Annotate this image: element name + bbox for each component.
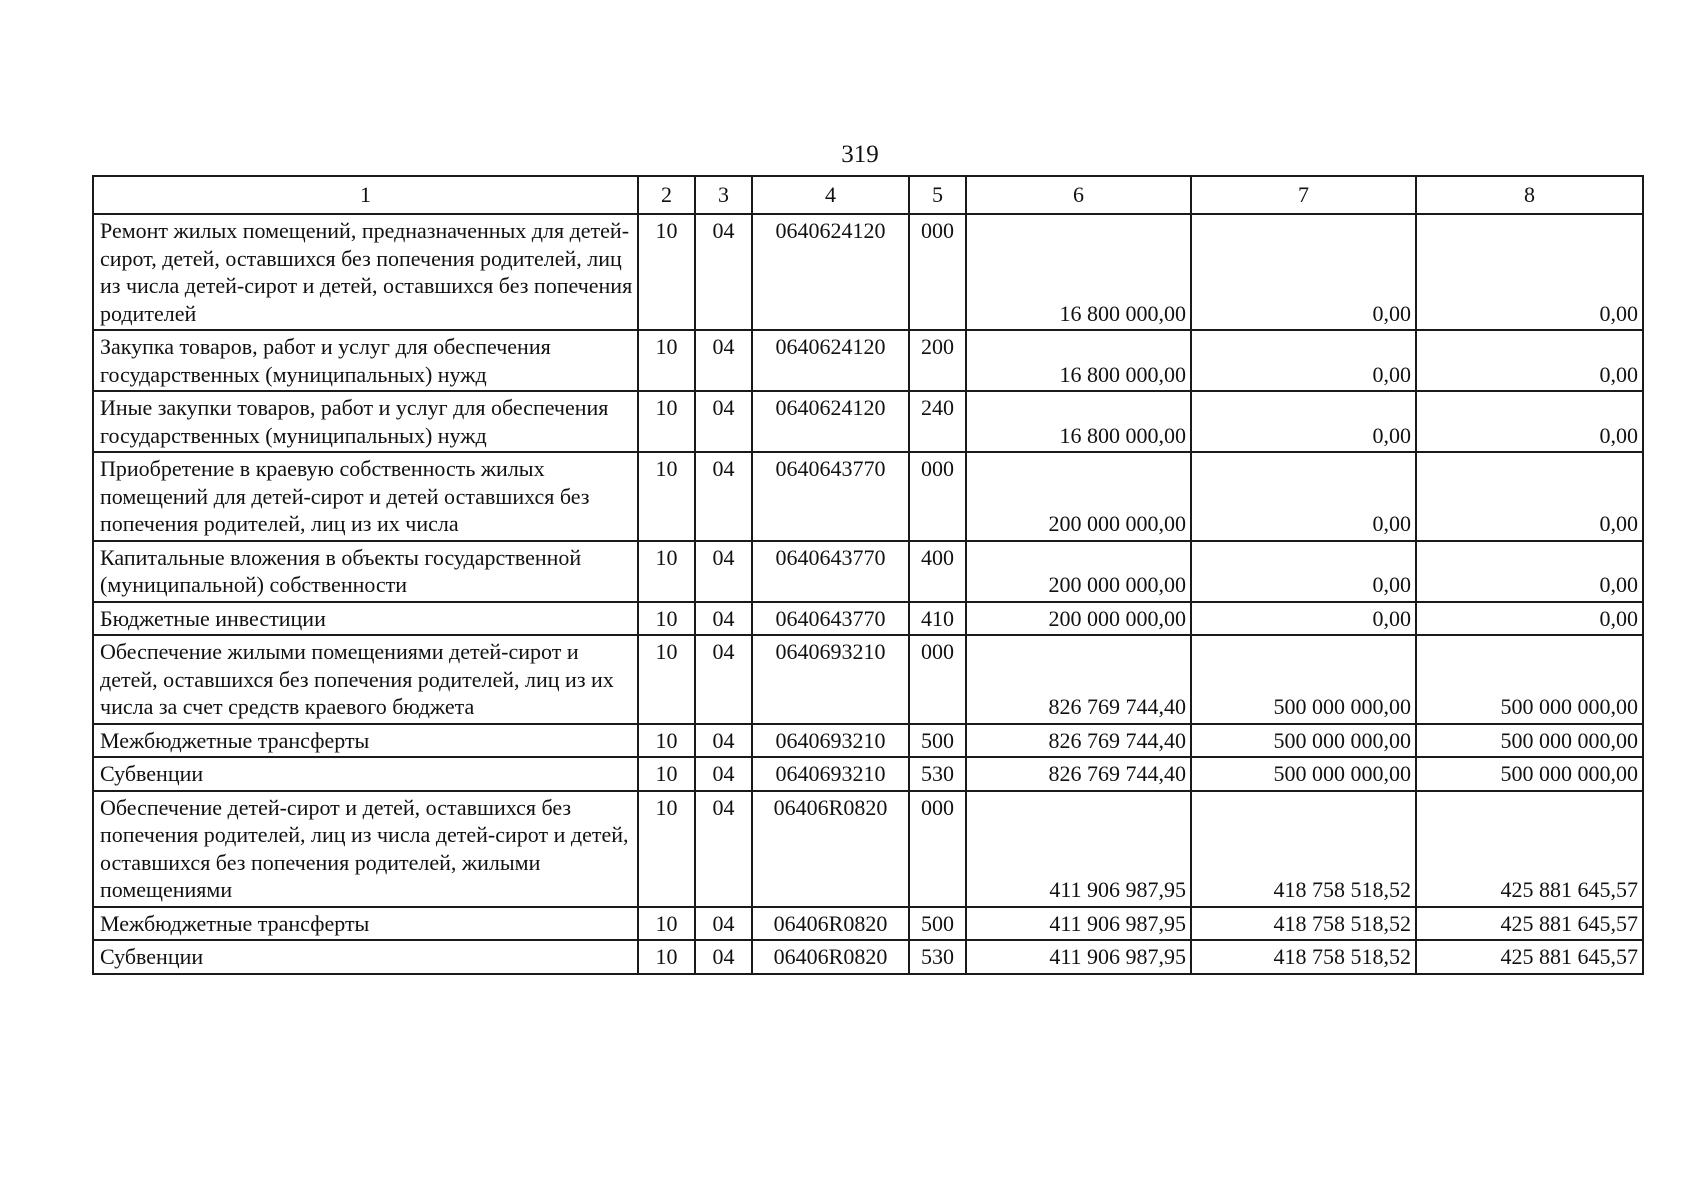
amount-col-8: 500 000 000,00	[1416, 724, 1643, 758]
table-row	[93, 940, 1643, 974]
target-article-code: 0640624120	[752, 214, 909, 330]
table-row	[93, 391, 1643, 452]
subsection-code: 04	[695, 940, 752, 974]
amount-col-7: 0,00	[1191, 541, 1416, 602]
column-header: 5	[909, 176, 966, 214]
subsection-code: 04	[695, 330, 752, 391]
header-row	[93, 176, 1643, 214]
amount-col-7: 418 758 518,52	[1191, 907, 1416, 941]
amount-col-6: 826 769 744,40	[966, 635, 1191, 724]
expense-type-code: 000	[909, 635, 966, 724]
amount-col-6: 16 800 000,00	[966, 214, 1191, 330]
expense-type-code: 240	[909, 391, 966, 452]
item-name: Бюджетные инвестиции	[93, 602, 638, 636]
subsection-code: 04	[695, 541, 752, 602]
item-name: Закупка товаров, работ и услуг для обеспечения государственных (муниципальных) нужд	[93, 330, 638, 391]
item-name: Субвенции	[93, 757, 638, 791]
target-article-code: 0640624120	[752, 391, 909, 452]
amount-col-8: 0,00	[1416, 452, 1643, 541]
subsection-code: 04	[695, 452, 752, 541]
page-number: 319	[841, 141, 879, 168]
target-article-code: 0640643770	[752, 452, 909, 541]
item-name: Межбюджетные трансферты	[93, 724, 638, 758]
amount-col-7: 0,00	[1191, 391, 1416, 452]
item-name: Субвенции	[93, 940, 638, 974]
subsection-code: 04	[695, 757, 752, 791]
section-code: 10	[638, 791, 695, 907]
section-code: 10	[638, 635, 695, 724]
section-code: 10	[638, 757, 695, 791]
expense-type-code: 000	[909, 452, 966, 541]
column-header: 3	[695, 176, 752, 214]
target-article-code: 0640624120	[752, 330, 909, 391]
column-header: 6	[966, 176, 1191, 214]
amount-col-8: 0,00	[1416, 330, 1643, 391]
target-article-code: 06406R0820	[752, 791, 909, 907]
amount-col-7: 500 000 000,00	[1191, 635, 1416, 724]
section-code: 10	[638, 541, 695, 602]
item-name: Обеспечение жилыми помещениями детей-сирот и детей, оставшихся без попечения родителей, лиц из их числа за счет средств краевого бюджета	[93, 635, 638, 724]
expense-type-code: 530	[909, 940, 966, 974]
amount-col-6: 200 000 000,00	[966, 602, 1191, 636]
expense-type-code: 000	[909, 214, 966, 330]
expense-type-code: 530	[909, 757, 966, 791]
amount-col-6: 826 769 744,40	[966, 724, 1191, 758]
amount-col-7: 500 000 000,00	[1191, 724, 1416, 758]
table-row	[93, 907, 1643, 941]
amount-col-6: 411 906 987,95	[966, 940, 1191, 974]
amount-col-6: 200 000 000,00	[966, 541, 1191, 602]
target-article-code: 0640693210	[752, 635, 909, 724]
table-row	[93, 635, 1643, 724]
amount-col-7: 0,00	[1191, 602, 1416, 636]
column-header: 7	[1191, 176, 1416, 214]
item-name: Ремонт жилых помещений, предназначенных для детей-сирот, детей, оставшихся без попечения родителей, лиц из числа детей-сирот и детей, оставшихся без попечения родителей	[93, 214, 638, 330]
amount-col-6: 411 906 987,95	[966, 907, 1191, 941]
column-header: 4	[752, 176, 909, 214]
table-row	[93, 791, 1643, 907]
table-row	[93, 452, 1643, 541]
expense-type-code: 000	[909, 791, 966, 907]
amount-col-7: 418 758 518,52	[1191, 791, 1416, 907]
table-row	[93, 214, 1643, 330]
item-name: Межбюджетные трансферты	[93, 907, 638, 941]
column-header: 2	[638, 176, 695, 214]
item-name: Капитальные вложения в объекты государственной (муниципальной) собственности	[93, 541, 638, 602]
amount-col-6: 16 800 000,00	[966, 330, 1191, 391]
item-name: Обеспечение детей-сирот и детей, оставшихся без попечения родителей, лиц из числа детей-сирот и детей, оставшихся без попечения родителей, жилыми помещениями	[93, 791, 638, 907]
item-name: Приобретение в краевую собственность жилых помещений для детей-сирот и детей оставшихся без попечения родителей, лиц из их числа	[93, 452, 638, 541]
amount-col-8: 500 000 000,00	[1416, 757, 1643, 791]
target-article-code: 06406R0820	[752, 907, 909, 941]
expense-type-code: 410	[909, 602, 966, 636]
column-header: 1	[93, 176, 638, 214]
amount-col-7: 418 758 518,52	[1191, 940, 1416, 974]
target-article-code: 0640643770	[752, 541, 909, 602]
amount-col-6: 411 906 987,95	[966, 791, 1191, 907]
section-code: 10	[638, 330, 695, 391]
table-row	[93, 602, 1643, 636]
amount-col-6: 16 800 000,00	[966, 391, 1191, 452]
amount-col-6: 200 000 000,00	[966, 452, 1191, 541]
target-article-code: 06406R0820	[752, 940, 909, 974]
section-code: 10	[638, 724, 695, 758]
subsection-code: 04	[695, 724, 752, 758]
section-code: 10	[638, 214, 695, 330]
amount-col-6: 826 769 744,40	[966, 757, 1191, 791]
section-code: 10	[638, 907, 695, 941]
column-header: 8	[1416, 176, 1643, 214]
section-code: 10	[638, 452, 695, 541]
target-article-code: 0640693210	[752, 724, 909, 758]
budget-table	[92, 175, 1644, 975]
subsection-code: 04	[695, 907, 752, 941]
subsection-code: 04	[695, 635, 752, 724]
section-code: 10	[638, 940, 695, 974]
amount-col-8: 0,00	[1416, 541, 1643, 602]
subsection-code: 04	[695, 214, 752, 330]
expense-type-code: 500	[909, 907, 966, 941]
amount-col-8: 0,00	[1416, 391, 1643, 452]
amount-col-7: 0,00	[1191, 330, 1416, 391]
amount-col-7: 0,00	[1191, 452, 1416, 541]
section-code: 10	[638, 391, 695, 452]
target-article-code: 0640693210	[752, 757, 909, 791]
amount-col-8: 425 881 645,57	[1416, 940, 1643, 974]
expense-type-code: 200	[909, 330, 966, 391]
amount-col-8: 425 881 645,57	[1416, 791, 1643, 907]
subsection-code: 04	[695, 391, 752, 452]
amount-col-8: 425 881 645,57	[1416, 907, 1643, 941]
amount-col-8: 500 000 000,00	[1416, 635, 1643, 724]
subsection-code: 04	[695, 602, 752, 636]
amount-col-8: 0,00	[1416, 602, 1643, 636]
target-article-code: 0640643770	[752, 602, 909, 636]
table-row	[93, 757, 1643, 791]
expense-type-code: 500	[909, 724, 966, 758]
amount-col-7: 500 000 000,00	[1191, 757, 1416, 791]
amount-col-7: 0,00	[1191, 214, 1416, 330]
table-row	[93, 541, 1643, 602]
table-body	[93, 214, 1643, 974]
table-row	[93, 330, 1643, 391]
item-name: Иные закупки товаров, работ и услуг для обеспечения государственных (муниципальных) нужд	[93, 391, 638, 452]
subsection-code: 04	[695, 791, 752, 907]
section-code: 10	[638, 602, 695, 636]
expense-type-code: 400	[909, 541, 966, 602]
amount-col-8: 0,00	[1416, 214, 1643, 330]
table-row	[93, 724, 1643, 758]
